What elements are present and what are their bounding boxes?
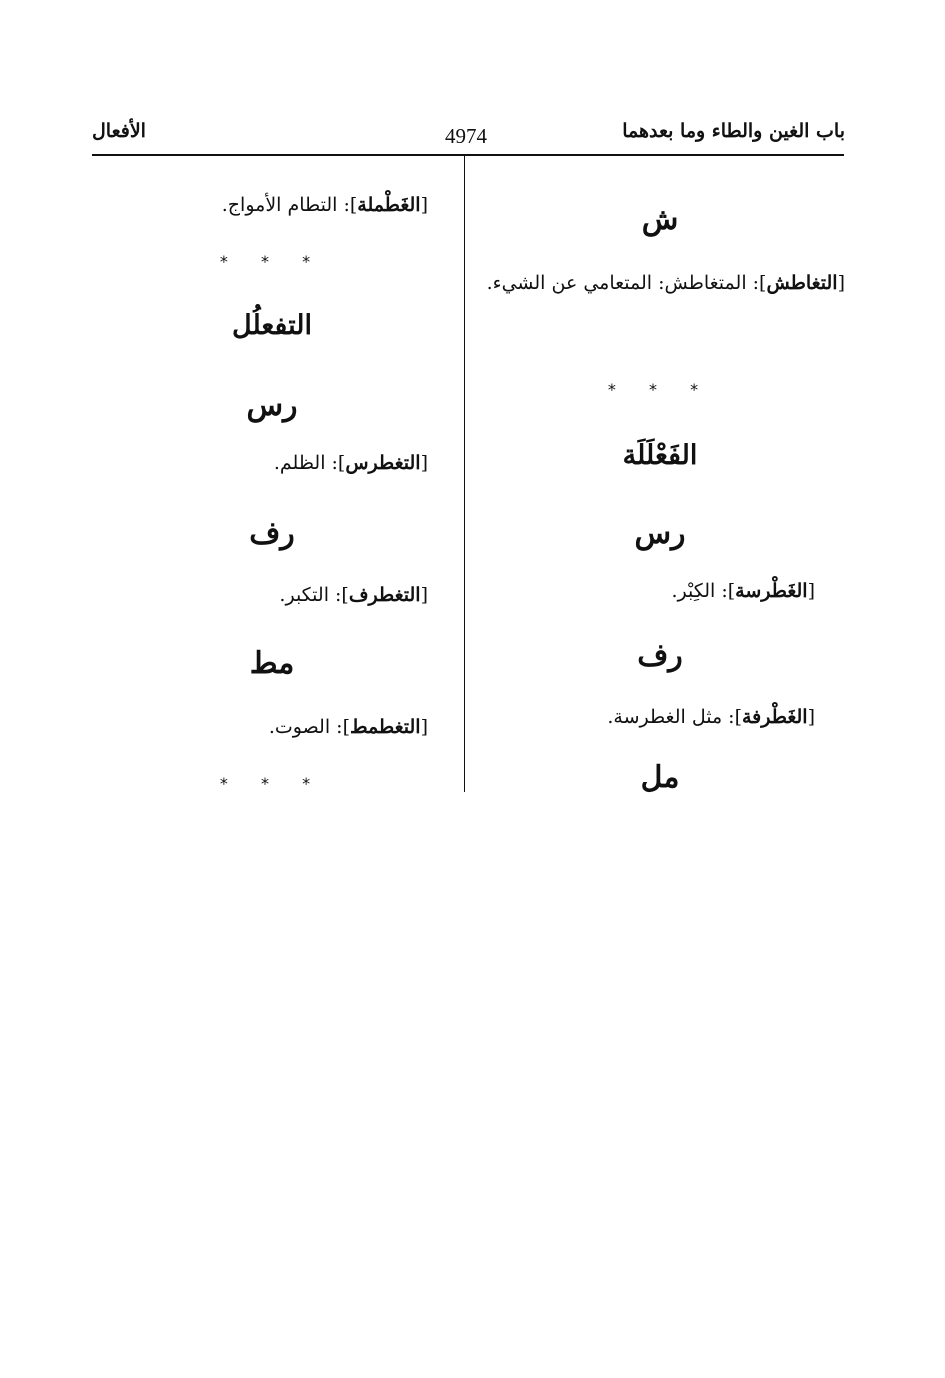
entry-term: التغطرف: [348, 584, 421, 606]
entry-term: الغَطْرسة: [735, 580, 808, 602]
dictionary-entry: [274, 452, 428, 474]
root-heading: مل: [640, 760, 680, 795]
dictionary-entry: [269, 716, 428, 738]
section-heading: الفَعْلَلَة: [622, 440, 698, 471]
section-separator: * * *: [219, 252, 325, 271]
entry-term: التغطمط: [350, 716, 421, 738]
root-heading: ش: [641, 202, 679, 237]
bracket-close: ]: [759, 272, 767, 294]
entry-term: الغَطْملة: [357, 194, 421, 216]
page-number: 4974: [445, 124, 487, 148]
entry-definition: : الكِبْر.: [671, 580, 728, 602]
section-separator: * * *: [607, 380, 713, 399]
dictionary-entry: [279, 584, 428, 606]
bracket-close: ]: [341, 584, 349, 606]
header-rule: [92, 154, 844, 156]
bracket-open: [: [420, 716, 428, 738]
entry-definition: : الصوت.: [268, 716, 343, 738]
bracket-open: [: [807, 706, 815, 728]
bracket-open: [: [420, 584, 428, 606]
entry-term: الغَطْرفة: [742, 706, 808, 728]
dictionary-entry: [671, 580, 815, 602]
bracket-close: ]: [342, 716, 350, 738]
section-heading: التفعلُل: [232, 310, 312, 341]
bracket-open: [: [807, 580, 815, 602]
entry-term: التغاطش: [766, 272, 838, 294]
entry-definition: : الظلم.: [273, 452, 338, 474]
root-heading: مط: [249, 646, 295, 681]
entry-term: التغطرس: [345, 452, 421, 474]
entry-definition: : التطام الأمواج.: [221, 194, 350, 216]
bracket-close: ]: [337, 452, 346, 474]
running-header-left: الأفعال: [92, 120, 146, 142]
dictionary-entry: [477, 256, 845, 310]
bracket-close: ]: [349, 194, 358, 216]
bracket-open: [: [420, 452, 428, 474]
entry-definition: : المتغاطش: المتعامي عن الشيء.: [486, 272, 760, 294]
bracket-close: ]: [734, 706, 742, 728]
entry-definition: : مثل الغطرسة.: [607, 706, 735, 728]
dictionary-entry: [607, 706, 815, 728]
bracket-close: ]: [727, 580, 736, 602]
bracket-open: [: [420, 194, 428, 216]
dictionary-entry: [222, 194, 428, 216]
running-header-right: باب الغين والطاء وما بعدهما: [622, 120, 845, 142]
entry-definition: : التكبر.: [279, 584, 342, 606]
root-heading: رف: [249, 516, 295, 551]
section-separator: * * *: [219, 774, 325, 793]
root-heading: رس: [634, 516, 686, 551]
root-heading: رس: [246, 388, 298, 423]
bracket-open: [: [837, 272, 845, 294]
column-divider: [464, 156, 465, 792]
root-heading: رف: [637, 638, 683, 673]
